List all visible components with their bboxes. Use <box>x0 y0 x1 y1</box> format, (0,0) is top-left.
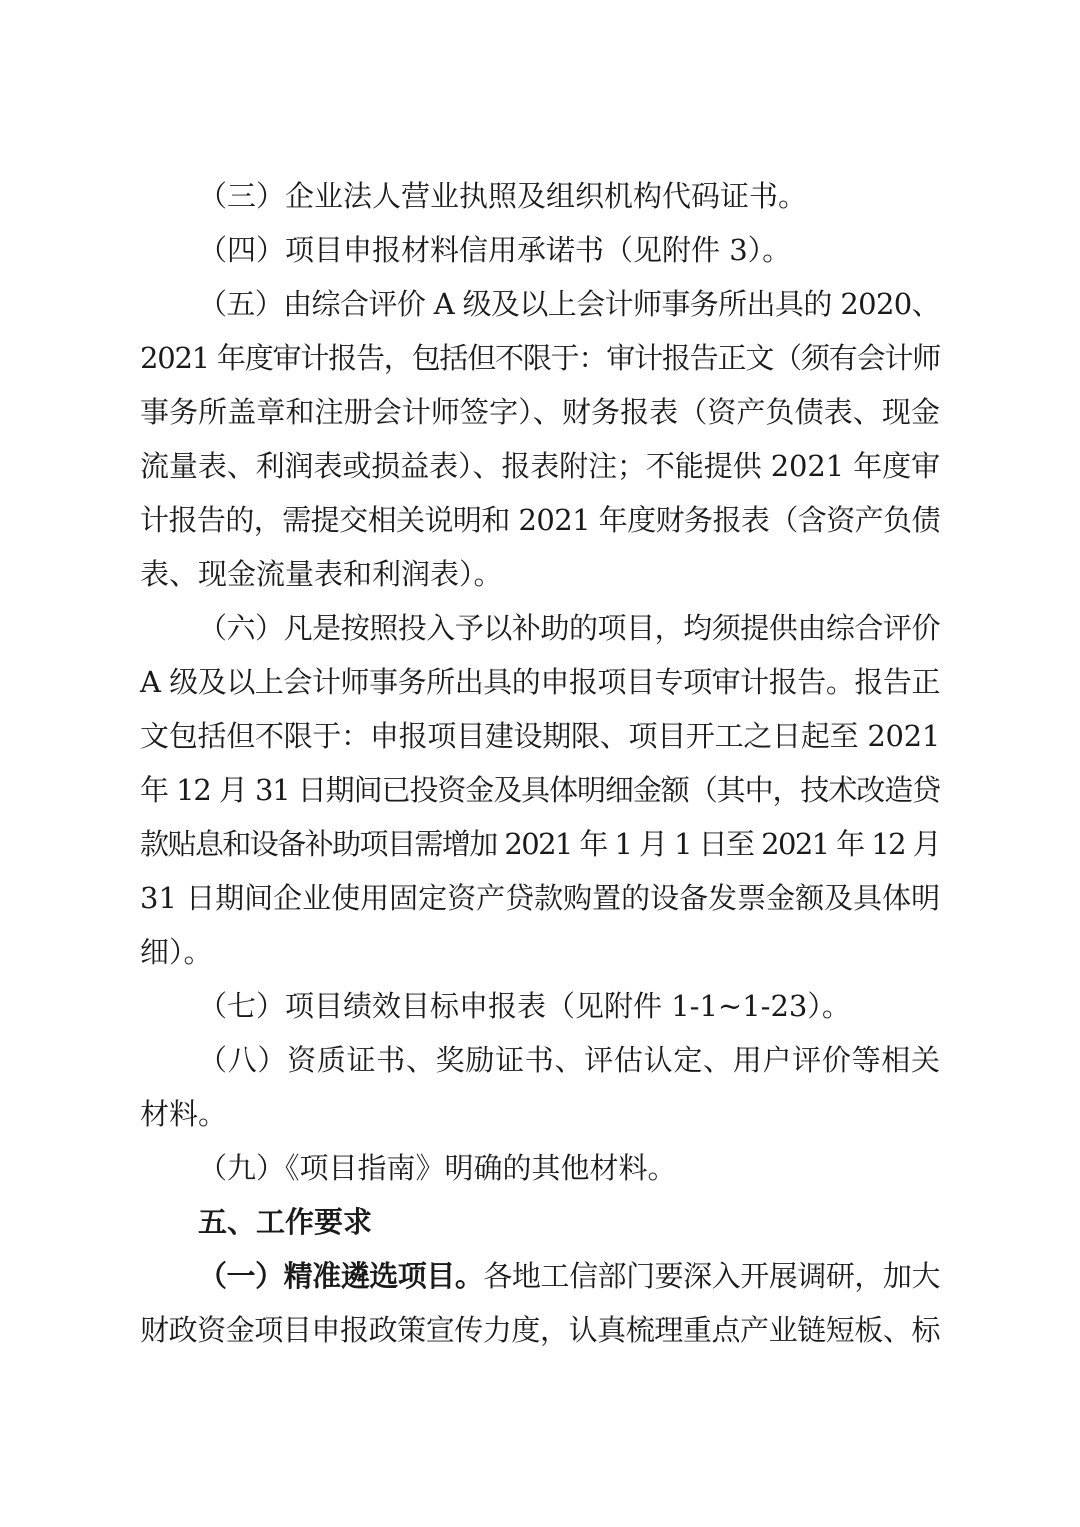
paragraph-line-6g: 细）。 <box>140 935 213 969</box>
section-heading: 五、工作要求 <box>198 1205 373 1239</box>
subsection-line-1 <box>140 1249 940 1303</box>
paragraph-line-6b: A 级及以上会计师事务所出具的申报项目专项审计报告。报告正 <box>140 665 940 699</box>
paragraph-line-6d: 年 12 月 31 日期间已投资金及具体明细金额（其中，技术改造贷 <box>140 773 940 807</box>
paragraph-line-6a: （六）凡是按照投入予以补助的项目，均须提供由综合评价 <box>198 611 940 645</box>
paragraph-line-7: （七）项目绩效目标申报表（见附件 1-1~1-23）。 <box>198 989 851 1023</box>
paragraph-line-6c: 文包括但不限于：申报项目建设期限、项目开工之日起至 2021 <box>140 719 940 753</box>
paragraph-line-6f: 31 日期间企业使用固定资产贷款购置的设备发票金额及具体明 <box>140 881 941 915</box>
paragraph-line-8a: （八）资质证书、奖励证书、评估认定、用户评价等相关 <box>198 1043 940 1077</box>
document-body <box>140 169 940 1357</box>
paragraph-line-6e: 款贴息和设备补助项目需增加 2021 年 1 月 1 日至 2021 年 12 月 <box>140 827 940 861</box>
paragraph-line-9: （九）《项目指南》明确的其他材料。 <box>198 1151 677 1185</box>
paragraph-line-5c: 事务所盖章和注册会计师签字）、财务报表（资产负债表、现金 <box>140 395 940 429</box>
subsection-text: 各地工信部门要深入开展调研，加大 <box>483 1259 940 1293</box>
paragraph-line-5d: 流量表、利润表或损益表）、报表附注；不能提供 2021 年度审 <box>140 449 940 483</box>
paragraph-line-5f: 表、现金流量表和利润表）。 <box>140 557 503 591</box>
subsection-heading: （一）精准遴选项目。 <box>198 1259 484 1293</box>
paragraph-line-3: （三）企业法人营业执照及组织机构代码证书。 <box>198 179 808 213</box>
paragraph-line-4: （四）项目申报材料信用承诺书（见附件 3）。 <box>198 233 792 267</box>
paragraph-line-5e: 计报告的，需提交相关说明和 2021 年度财务报表（含资产负债 <box>140 503 940 537</box>
subsection-line-2: 财政资金项目申报政策宣传力度，认真梳理重点产业链短板、标 <box>140 1313 940 1347</box>
paragraph-line-5a: （五）由综合评价 A 级及以上会计师事务所出具的 2020、 <box>198 287 940 321</box>
paragraph-line-8b: 材料。 <box>140 1097 228 1131</box>
paragraph-line-5b: 2021 年度审计报告，包括但不限于：审计报告正文（须有会计师 <box>140 341 940 375</box>
